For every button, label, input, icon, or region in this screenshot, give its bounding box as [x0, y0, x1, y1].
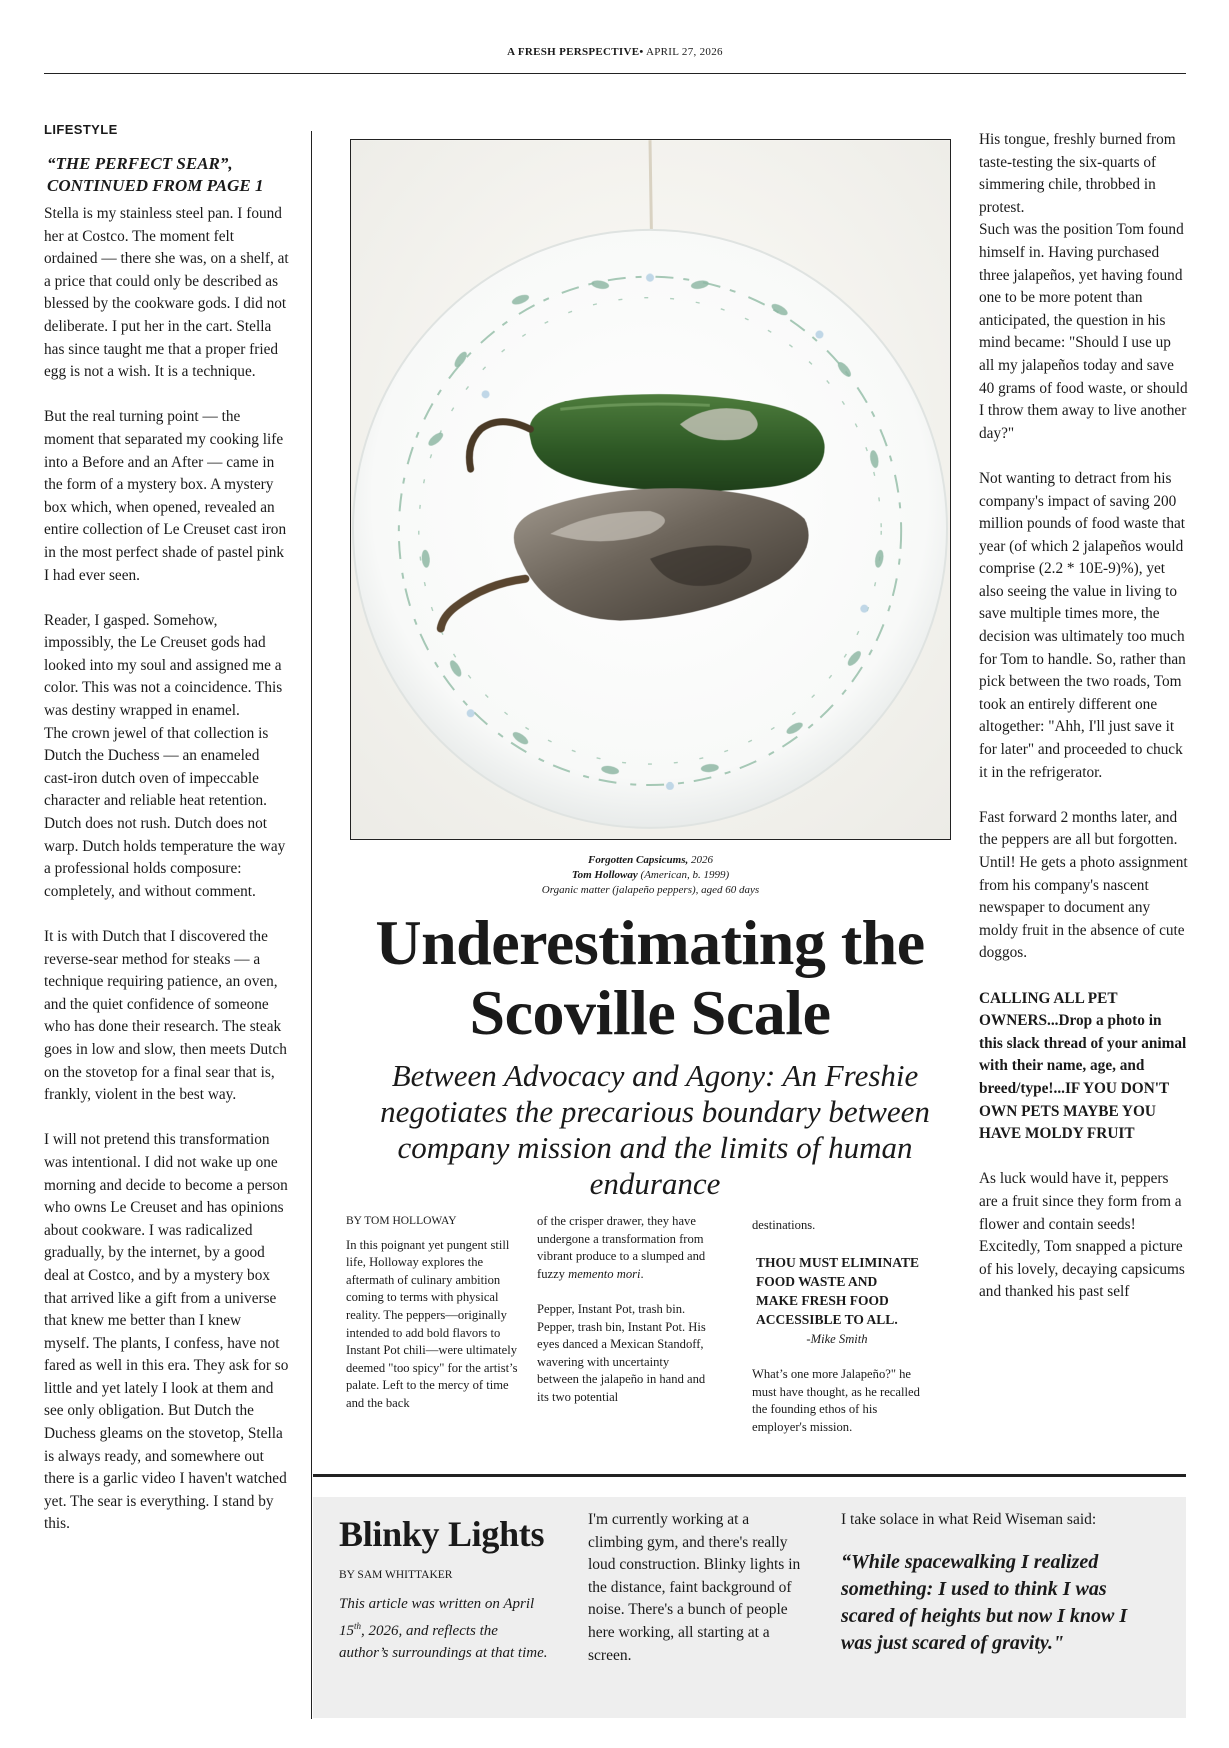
caption-artist: Tom Holloway [571, 869, 638, 881]
left-paragraph: The crown jewel of that collection is Dutch the Duchess — an enameled cast-iron dutch oven of impeccable character and reliable heat retention. Dutch does not rush. Dutch does not warp. Dutch holds temperature the way a professional holds composure: completely, and without comment. [44, 724, 286, 900]
section-label: LIFESTYLE [44, 122, 118, 137]
mission-quote: THOU MUST ELIMINATE FOOD WASTE AND MAKE FRESH FOOD ACCESSIBLE TO ALL. [756, 1254, 920, 1327]
article-paragraph: destinations. [752, 1218, 816, 1232]
continued-heading: “THE PERFECT SEAR”, CONTINUED FROM PAGE 1 [47, 154, 264, 195]
masthead-separator: • [639, 46, 644, 58]
blinky-title: Blinky Lights [339, 1514, 545, 1554]
column-divider [311, 131, 312, 1719]
blinky-quote-intro: I take solace in what Reid Wiseman said: [841, 1511, 1097, 1528]
right-paragraph: Fast forward 2 months later, and the peppers are all but forgotten. Until! He gets a photo assignment from his company's nascent newspaper to document any moldy fruit in the absence of cute doggos. [979, 808, 1188, 962]
left-paragraph: I will not pretend this transformation was intentional. I did not wake up one morning and decide to become a person who owns Le Creuset and has opinions about cookware. I was radicalized gradually, by the internet, by a good deal at Costco, and by a mystery box that arrived like a gift from a universe that knew me better than I knew myself. The plants, I confess, have not fared as well in this era. They ask for so little and yet lately I look at them and see only obligation. But Dutch the Duchess gleams on the stovetop, Stella is always ready, and somewhere out there is a garlic video I haven't watched yet. The sear is everything. I stand by this. [44, 1131, 289, 1533]
right-paragraph: Not wanting to detract from his company's impact of saving 200 million pounds of food waste that year (of which 2 jalapeños would comprise (2.2 * 10E-9)%), yet also seeing the value in living to save multiple times more, the decision was ultimately too much for Tom to handle. So, rather than pick between the two roads, Tom took an entirely different one altogether: "Ahh, I'll just save it for later" and proceeded to chuck it in the refrigerator. [979, 469, 1186, 781]
pepper-photo [350, 139, 951, 840]
left-column [44, 122, 290, 1536]
caption-medium: Organic matter (jalapeño peppers), aged 60 days [541, 884, 760, 896]
mission-quote-attribution: -Mike Smith [806, 1331, 868, 1346]
article-byline: BY TOM HOLLOWAY [346, 1215, 457, 1227]
article-column-3 [752, 1217, 922, 1437]
article-paragraph: In this poignant yet pungent still life, Holloway explores the aftermath of culinary ambition coming to terms with physical reality. The peppers—originally intended to add bold flavors to Instant Pot chili—were ultimately deemed "too spicy" for the artist’s palate. Left to the mercy of time and the back [346, 1237, 518, 1410]
caption-year: 2026 [688, 854, 713, 866]
left-paragraph: It is with Dutch that I discovered the reverse-sear method for steaks — a technique requiring patience, an oven, and the quiet confidence of someone who has done their research. The steak goes in low and slow, then meets Dutch on the stovetop for a final sear that is, frankly, violent in the best way. [44, 928, 287, 1104]
right-paragraph: As luck would have it, peppers are a fruit since they form from a flower and contain seeds! Excitedly, Tom snapped a picture of his lovely, decaying capsicums and thanked his past self [979, 1170, 1185, 1301]
blinky-body: I'm currently working at a climbing gym, and there's really loud construction. Blinky lights in the distance, faint background of noise. There's a bunch of people here working, all starting at a screen. [588, 1511, 801, 1664]
left-paragraph: Reader, I gasped. Somehow, impossibly, the Le Creuset gods had looked into my soul and assigned me a color. This was not a coincidence. This was destiny wrapped in enamel. [44, 611, 283, 720]
article-paragraph: What’s one more Jalapeño?" he must have thought, as he recalled the founding ethos of his employer's mission. [752, 1367, 920, 1434]
caption-artist-info: (American, b. 1999) [637, 869, 730, 881]
article-deck: Between Advocacy and Agony: An Freshie negotiates the precarious boundary between company mission and the limits of human endurance [380, 1058, 930, 1201]
masthead-date: APRIL 27, 2026 [646, 46, 723, 58]
masthead [44, 46, 1186, 58]
blinky-quote: “While spacewalking I realized something: I used to think I was scared of heights but now I know I was just scared of gravity." [841, 1551, 1128, 1654]
article-paragraph: Pepper, Instant Pot, trash bin. Pepper, trash bin, Instant Pot. His eyes danced a Mexican Standoff, wavering with uncertainty between the jalapeño in hand and its two potential [537, 1301, 706, 1404]
right-column [979, 129, 1189, 1304]
masthead-title: A FRESH PERSPECTIVE [507, 46, 640, 58]
left-paragraph: Stella is my stainless steel pan. I found her at Costco. The moment felt ordained — there she was, on a shelf, at a price that could only be described as blessed by the cookware gods. I did not deliberate. I put her in the cart. Stella has since taught me that a proper fried egg is not a wish. It is a technique. [44, 205, 289, 381]
photo-caption [350, 853, 951, 898]
article-headline: Underestimating the Scoville Scale [375, 907, 925, 1048]
pet-owner-callout: CALLING ALL PET OWNERS...Drop a photo in this slack thread of your animal with their name, age, and breed/type!...IF YOU DON'T OWN PETS MAYBE YOU HAVE MOLDY FRUIT [979, 989, 1187, 1143]
top-divider [44, 73, 1186, 74]
article-column-2 [537, 1213, 713, 1407]
caption-title: Forgotten Capsicums, [588, 854, 689, 866]
right-paragraph: Such was the position Tom found himself in. Having purchased three jalapeños, yet having found one to be more potent than anticipated, the question in his mind became: "Should I use up all my jalapeños today and save 40 grams of food waste, or should I throw them away to live another day?" [979, 221, 1188, 442]
left-article-body [44, 203, 290, 1536]
article-paragraph: of the crisper drawer, they have undergone a transformation from vibrant produce to a slumped and fuzzy memento mori. [537, 1214, 706, 1281]
blinky-lights-box [313, 1497, 1186, 1718]
article-column-1 [346, 1213, 522, 1413]
blinky-note: This article was written on April 15th, 2026, and reflects the author’s surroundings at that time. [339, 1596, 548, 1661]
left-paragraph: But the real turning point — the moment that separated my cooking life into a Before and an After — came in the form of a mystery box. A mystery box which, when opened, revealed an entire collection of Le Creuset cast iron in the most perfect shade of pastel pink I had ever seen. [44, 408, 287, 584]
blinky-byline: BY SAM WHITTAKER [339, 1569, 453, 1581]
jalapeno-plate-illustration [351, 140, 950, 839]
right-paragraph: His tongue, freshly burned from taste-testing the six-quarts of simmering chile, throbbed in protest. [979, 131, 1176, 216]
bottom-divider [313, 1474, 1186, 1477]
